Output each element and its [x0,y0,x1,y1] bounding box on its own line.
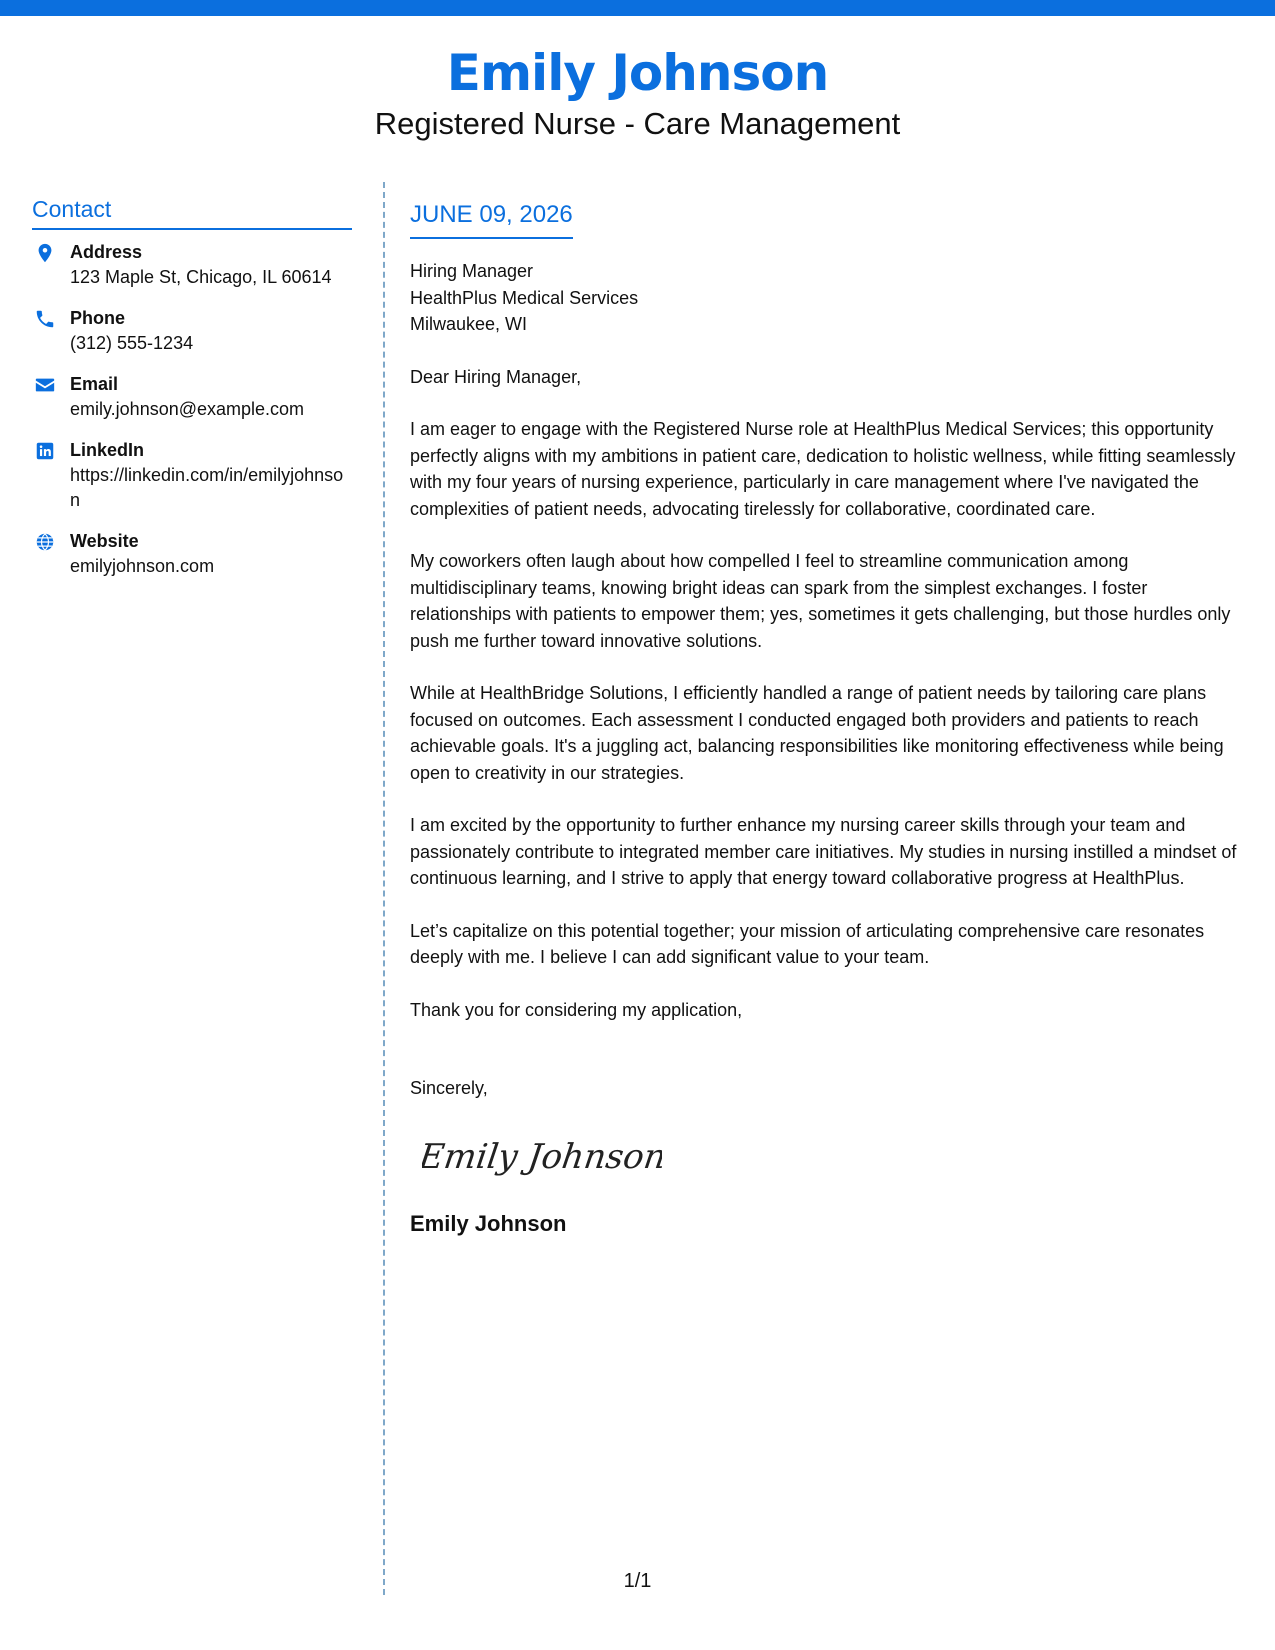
contact-label: Email [70,374,119,394]
contact-sidebar [32,194,352,595]
letter-date: JUNE 09, 2026 [410,199,573,239]
envelope-icon [34,374,56,396]
linkedin-icon [34,440,56,462]
page-number: 1/1 [623,1570,652,1592]
contact-label: Address [70,242,143,262]
contact-value: 123 Maple St, Chicago, IL 60614 [70,267,332,287]
signed-name: Emily Johnson [410,1211,567,1236]
recipient-title: Hiring Manager [410,261,534,281]
contact-value: emily.johnson@example.com [70,399,305,419]
handwritten-signature [422,1124,662,1184]
map-pin-icon [34,242,56,264]
globe-icon [34,531,56,553]
contact-item-email [32,372,352,422]
contact-label: Phone [70,308,126,328]
applicant-name: Emily Johnson [446,44,829,102]
letter-paragraph: My coworkers often laugh about how compelled I feel to streamline communication among multidisciplinary teams, knowing bright ideas can spark from the simplest exchanges. I foster relationships with patients to empower them; yes, sometimes it gets challenging, but those hurdles only push me further toward innovative solutions. [410,551,1231,651]
page-header [0,42,1275,144]
column-divider [383,182,385,1595]
letter-paragraph: I am eager to engage with the Registered Nurse role at HealthPlus Medical Services; this opportunity perfectly aligns with my ambitions in patient care, dedication to holistic wellness, while fitting seamlessly with my four years of nursing experience, particularly in care management where I've navigated the complexities of patient needs, advocating tirelessly for collaborative, coordinated care. [410,419,1236,519]
letter-paragraph: Let’s capitalize on this potential together; your mission of articulating comprehensive care resonates deeply with me. I believe I can add significant value to your team. [410,920,1205,967]
contact-item-linkedin [32,438,352,513]
website-link[interactable]: emilyjohnson.com [70,556,215,576]
closing-line: Thank you for considering my application, [410,999,743,1020]
recipient-company: HealthPlus Medical Services [410,287,639,308]
contact-item-address [32,240,352,290]
signoff: Sincerely, [410,1078,488,1098]
salutation: Dear Hiring Manager, [410,366,582,387]
contact-list [32,240,352,579]
letter-paragraph: I am excited by the opportunity to further enhance my nursing career skills through your team and passionately contribute to integrated member care initiatives. My studies in nursing instilled a mindset of continuous learning, and I strive to apply that energy toward collaborative progress at HealthPlus. [410,815,1237,888]
contact-item-website [32,529,352,579]
contact-item-phone [32,306,352,356]
applicant-role: Registered Nurse - Care Management [374,106,901,141]
letter-body [410,199,1250,1239]
contact-label: LinkedIn [70,440,145,460]
contact-label: Website [70,531,139,551]
signature-text: Emily Johnson [422,1136,662,1177]
contact-value: (312) 555-1234 [70,333,194,353]
contact-heading: Contact [32,194,352,230]
recipient-location: Milwaukee, WI [410,314,528,334]
recipient-block [410,258,1250,338]
letter-paragraph: While at HealthBridge Solutions, I efficiently handled a range of patient needs by tailoring care plans focused on outcomes. Each assessment I conducted engaged both providers and patients to reach achievable goals. It's a juggling act, balancing responsibilities like monitoring effectiveness while being open to creativity in our strategies. [410,683,1224,783]
phone-icon [34,308,56,330]
linkedin-link[interactable]: https://linkedin.com/in/emilyjohnson [70,465,344,510]
top-accent-bar [0,0,1275,16]
